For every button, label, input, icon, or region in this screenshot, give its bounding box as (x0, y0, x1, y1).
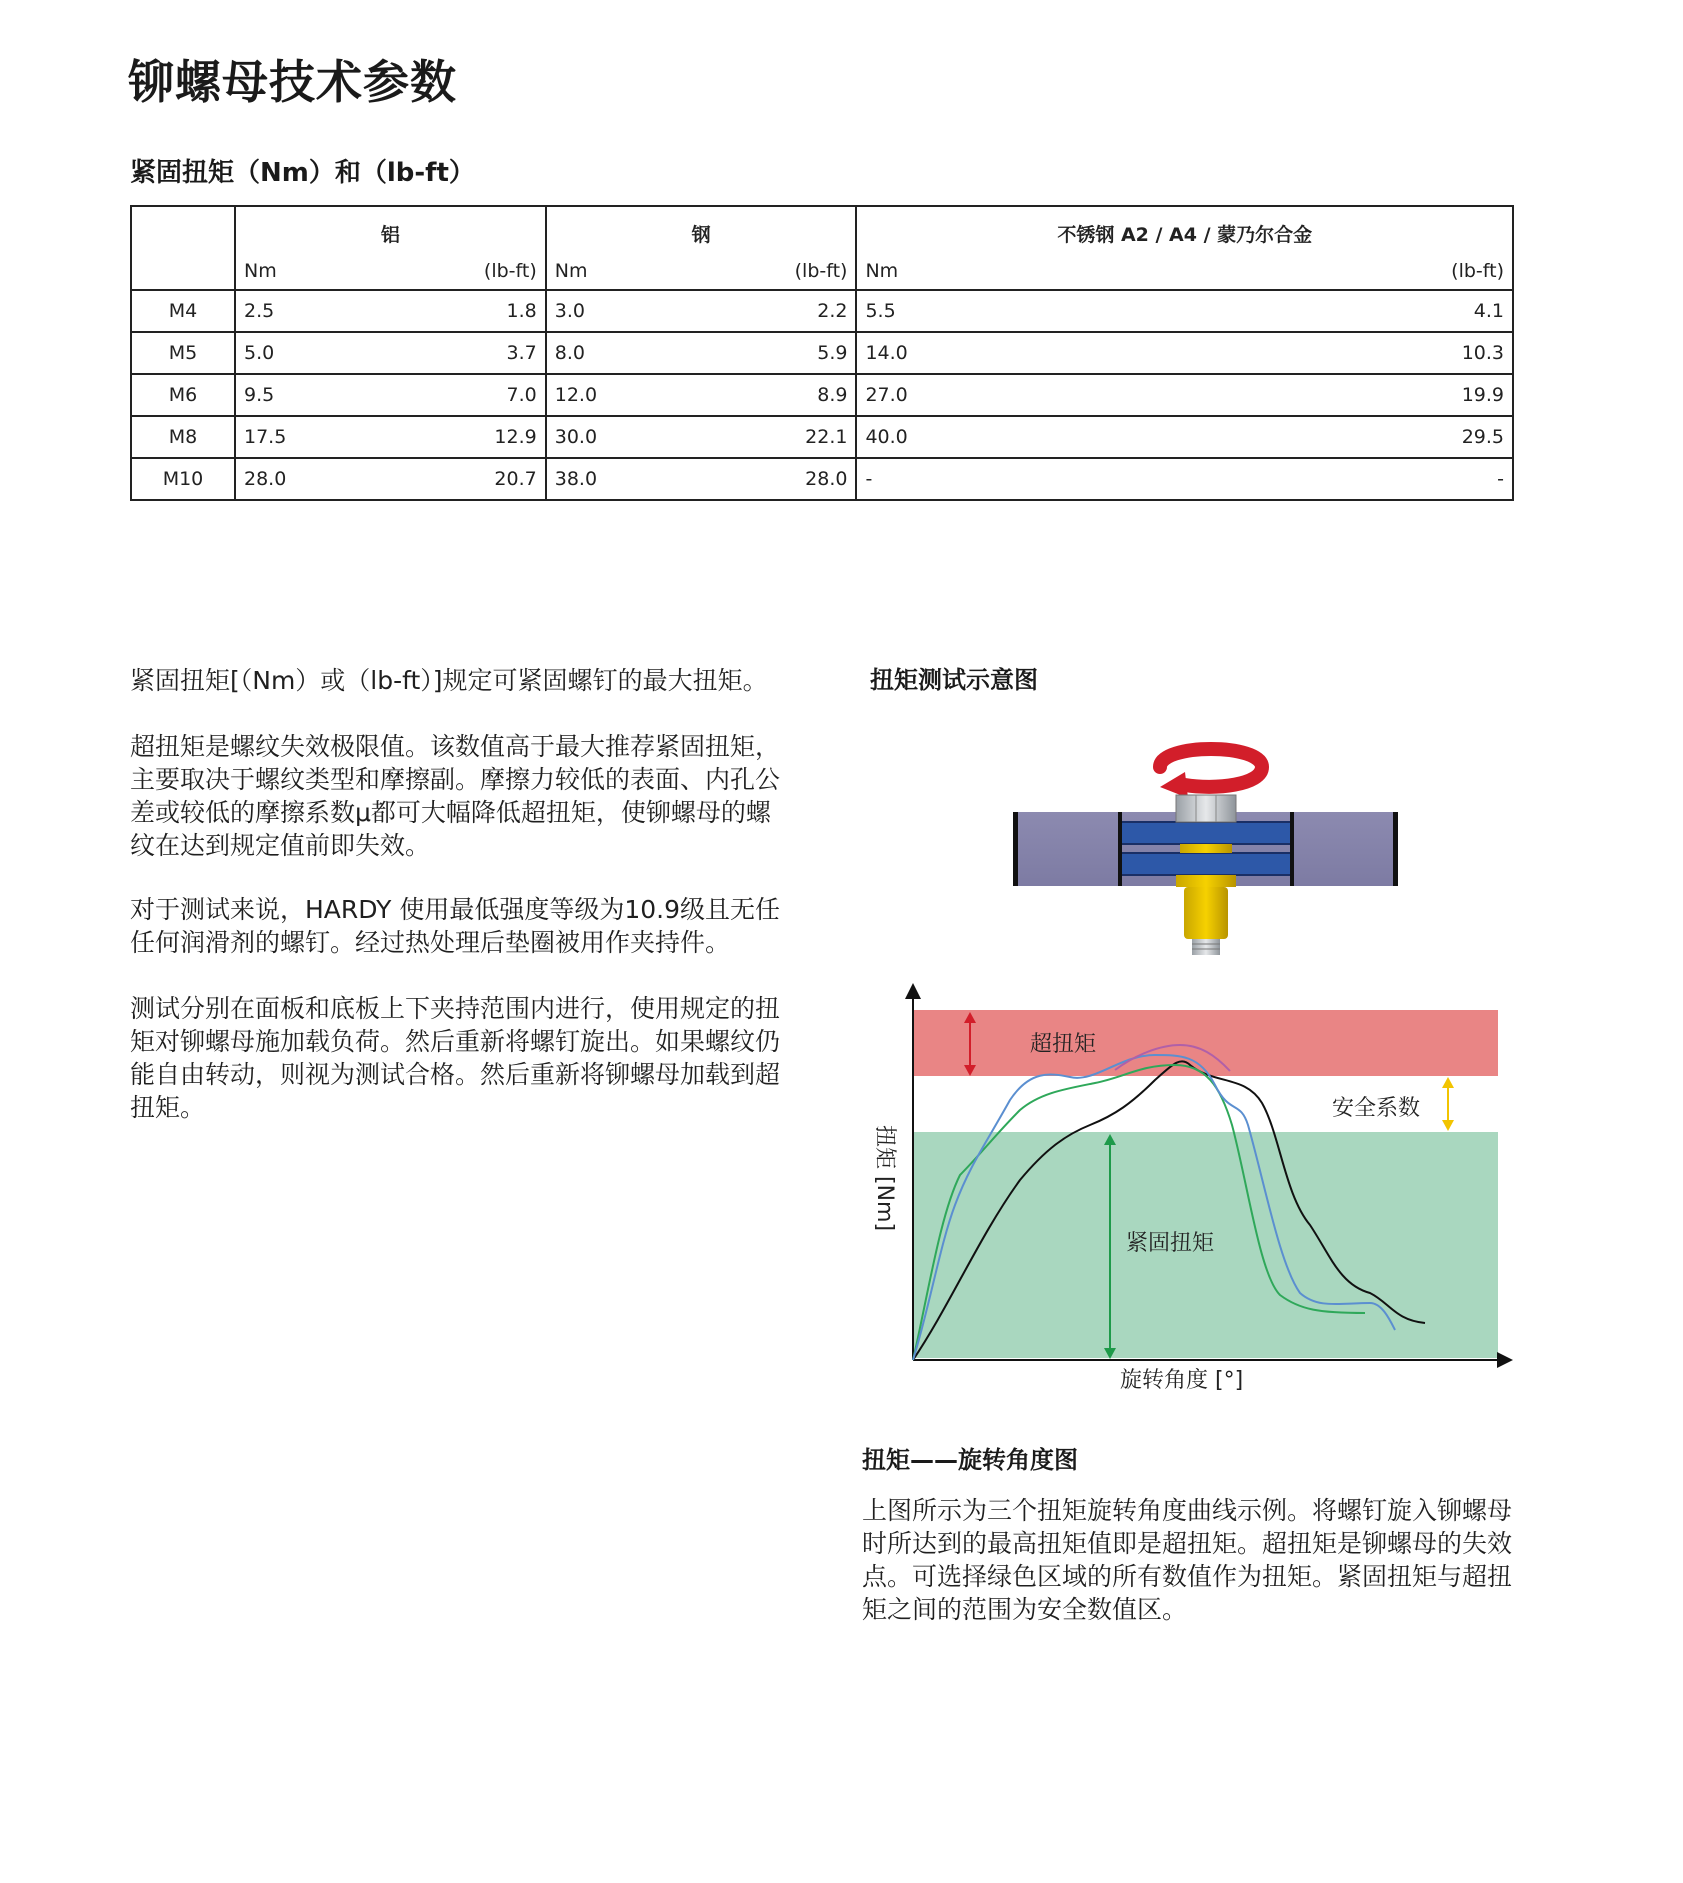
paragraph-over-torque: 超扭矩是螺纹失效极限值。该数值高于最大推荐紧固扭矩，主要取决于螺纹类型和摩擦副。摩擦力较低的表面、内孔公差或较低的摩擦系数μ都可大幅降低超扭矩，使铆螺母的螺纹在达到规定值前即失效。 (130, 732, 781, 860)
value-cell: - (1497, 468, 1504, 490)
value-cell: 7.0 (378, 374, 546, 416)
bolt-thread (1192, 939, 1220, 955)
value-cell: 2.5 (235, 290, 378, 332)
value-cell: 38.0 (554, 468, 598, 490)
value-cell: 4.1 (1158, 290, 1513, 332)
torque-table (130, 205, 1514, 501)
table-header-corner-unit (131, 253, 235, 290)
value-cell: 28.0 (688, 458, 856, 500)
size-cell: M4 (131, 290, 235, 332)
table-header-units (131, 253, 1513, 290)
rivet-nut-flange (1176, 875, 1236, 887)
table-row (131, 332, 1513, 374)
size-cell: M10 (131, 458, 235, 500)
page-title: 铆螺母技术参数 (128, 55, 457, 109)
x-axis-label: 旋转角度 [°] (1120, 1368, 1244, 1393)
value-cell: 19.9 (1158, 374, 1513, 416)
bolt-head (1176, 795, 1236, 822)
value-cell: 12.0 (546, 374, 689, 416)
torque-test-illustration (1010, 735, 1410, 960)
size-cell: M5 (131, 332, 235, 374)
value-cell: 22.1 (688, 416, 856, 458)
value-cell: 14.0 (856, 332, 1158, 374)
size-cell: M6 (131, 374, 235, 416)
value-cell: 3.0 (546, 290, 689, 332)
material-aluminum: 铝 (235, 206, 546, 253)
value-cell: 8.9 (688, 374, 856, 416)
value-cell: 12.9 (378, 416, 546, 458)
value-cell: 9.5 (235, 374, 378, 416)
label-safety-factor: 安全系数 (1332, 1096, 1421, 1121)
value-cell: 5.9 (688, 332, 856, 374)
paragraph-test-method: 对于测试来说，HARDY 使用最低强度等级为10.9级且无任任何润滑剂的螺钉。经过热处理后垫圈被用作夹持件。 (130, 895, 781, 957)
value-cell: 17.5 (235, 416, 378, 458)
unit-lbft: (lb-ft) (1158, 253, 1513, 290)
chart-caption-title: 扭矩——旋转角度图 (862, 1446, 1078, 1474)
torque-angle-chart (870, 975, 1515, 1395)
paragraph-tightening-torque: 紧固扭矩[（Nm）或（lb-ft）]规定可紧固螺钉的最大扭矩。 (130, 666, 768, 695)
label-tightening-torque: 紧固扭矩 (1126, 1231, 1215, 1256)
material-steel: 钢 (546, 206, 857, 253)
label-over-torque: 超扭矩 (1030, 1032, 1097, 1057)
value-cell: 5.0 (235, 332, 378, 374)
unit-nm: Nm (856, 253, 1158, 290)
value-cell: 5.5 (856, 290, 1158, 332)
value-cell: 30.0 (546, 416, 689, 458)
torque-table-title: 紧固扭矩（Nm）和（lb-ft） (130, 158, 475, 188)
washer-bottom (1120, 853, 1292, 875)
value-cell: 27.0 (856, 374, 1158, 416)
rivet-nut-body (1184, 887, 1228, 939)
chart-caption-text: 上图所示为三个扭矩旋转角度曲线示例。将螺钉旋入铆螺母时所达到的最高扭矩值即是超扭矩。超扭矩是铆螺母的失效点。可选择绿色区域的所有数值作为扭矩。紧固扭矩与超扭矩之间的范围为安全数值区。 (862, 1496, 1513, 1624)
value-cell: 28.0 (244, 468, 287, 490)
safety-factor-arrow (1442, 1077, 1454, 1131)
diagram-title: 扭矩测试示意图 (870, 666, 1038, 694)
y-axis-label: 扭矩 [Nm] (872, 1125, 897, 1232)
unit-nm: Nm (546, 253, 689, 290)
unit-nm: Nm (235, 253, 378, 290)
value-cell: 2.2 (688, 290, 856, 332)
over-torque-zone (913, 1010, 1498, 1076)
table-row (131, 374, 1513, 416)
material-stainless: 不锈钢 A2 / A4 / 蒙乃尔合金 (1057, 223, 1313, 246)
value-cell: - (865, 468, 873, 490)
value-cell: 1.8 (378, 290, 546, 332)
value-cell: 10.3 (1158, 332, 1513, 374)
value-cell: 20.7 (378, 458, 546, 500)
unit-lbft: (lb-ft) (378, 253, 546, 290)
value-cell: 40.0 (856, 416, 1158, 458)
table-row (131, 416, 1513, 458)
table-header-corner (131, 206, 235, 253)
rotation-arrow-icon (1160, 749, 1262, 798)
table-row (131, 458, 1513, 500)
value-cell: 8.0 (546, 332, 689, 374)
value-cell: 3.7 (378, 332, 546, 374)
value-cell: 29.5 (1158, 416, 1513, 458)
size-cell: M8 (131, 416, 235, 458)
paragraph-test-procedure: 测试分别在面板和底板上下夹持范围内进行，使用规定的扭矩对铆螺母施加载负荷。然后重新将螺钉旋出。如果螺纹仍能自由转动，则视为测试合格。然后重新将铆螺母加载到超扭矩。 (130, 994, 781, 1122)
table-row (131, 290, 1513, 332)
unit-lbft: (lb-ft) (688, 253, 856, 290)
table-header-materials (131, 206, 1513, 253)
washer-top (1120, 822, 1292, 844)
